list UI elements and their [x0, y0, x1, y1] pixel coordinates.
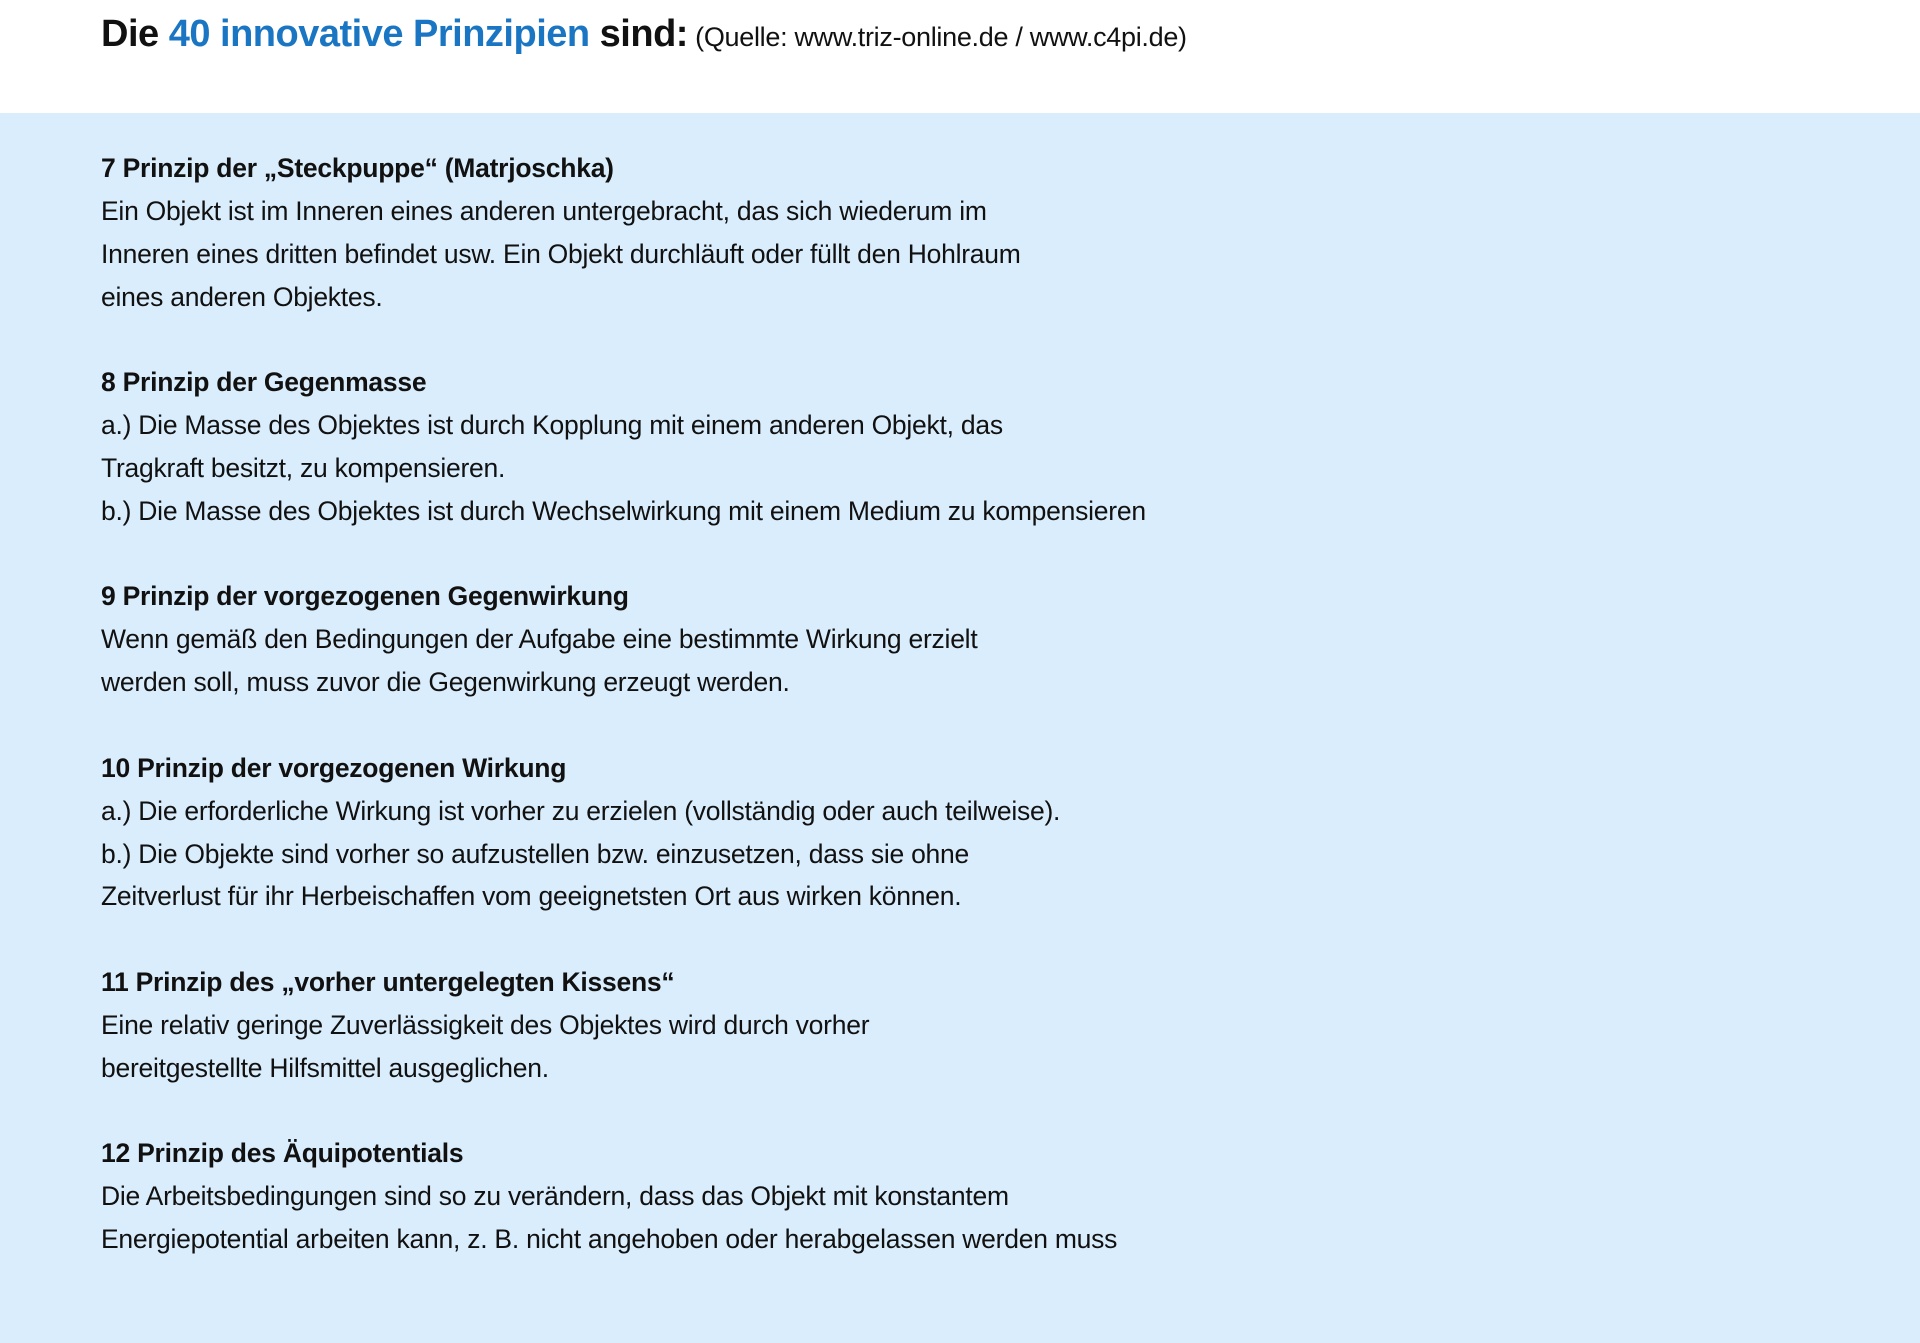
- page-title: [101, 8, 1187, 63]
- principle-text-line: a.) Die Masse des Objektes ist durch Kopplung mit einem anderen Objekt, das: [101, 410, 1003, 441]
- principle-text-line: eines anderen Objektes.: [101, 281, 383, 312]
- principles-panel: [0, 113, 1920, 1343]
- principle-text-line: b.) Die Objekte sind vorher so aufzustellen bzw. einzusetzen, dass sie ohne: [101, 838, 970, 869]
- principle-heading: 11 Prinzip des „vorher untergelegten Kissens“: [101, 967, 675, 998]
- principle-9: [101, 575, 1920, 704]
- principle-11: [101, 961, 1920, 1090]
- principle-heading: 10 Prinzip der vorgezogenen Wirkung: [101, 752, 567, 783]
- title-highlight: 40 innovative Prinzipien: [168, 13, 590, 55]
- principle-12: [101, 1132, 1920, 1261]
- page-header: [0, 0, 1920, 113]
- principle-7: [101, 147, 1920, 318]
- principle-text-line: bereitgestellte Hilfsmittel ausgeglichen.: [101, 1052, 549, 1083]
- principle-text-line: Wenn gemäß den Bedingungen der Aufgabe eine bestimmte Wirkung erzielt: [101, 624, 978, 655]
- principle-heading: 9 Prinzip der vorgezogenen Gegenwirkung: [101, 581, 629, 612]
- principle-text-line: Eine relativ geringe Zuverlässigkeit des Objektes wird durch vorher: [101, 1009, 870, 1040]
- principle-heading: 12 Prinzip des Äquipotentials: [101, 1138, 464, 1169]
- principle-text-line: Zeitverlust für ihr Herbeischaffen vom geeignetsten Ort aus wirken können.: [101, 881, 962, 912]
- principle-heading: 8 Prinzip der Gegenmasse: [101, 367, 427, 398]
- title-prefix: Die: [101, 13, 169, 55]
- principle-text-line: b.) Die Masse des Objektes ist durch Wechselwirkung mit einem Medium zu kompensieren: [101, 495, 1146, 526]
- principle-text-line: Inneren eines dritten befindet usw. Ein Objekt durchläuft oder füllt den Hohlraum: [101, 238, 1021, 269]
- principle-8: [101, 361, 1920, 532]
- principle-text-line: Die Arbeitsbedingungen sind so zu verändern, dass das Objekt mit konstantem: [101, 1181, 1009, 1212]
- principle-text-line: Tragkraft besitzt, zu kompensieren.: [101, 452, 506, 483]
- title-suffix: sind:: [589, 13, 688, 55]
- principle-text-line: Ein Objekt ist im Inneren eines anderen untergebracht, das sich wiederum im: [101, 195, 987, 226]
- principle-heading: 7 Prinzip der „Steckpuppe“ (Matrjoschka): [101, 153, 614, 183]
- principle-text-line: Energiepotential arbeiten kann, z. B. nicht angehoben oder herabgelassen werden muss: [101, 1224, 1118, 1255]
- principle-text-line: a.) Die erforderliche Wirkung ist vorher zu erzielen (vollständig oder auch teilweise).: [101, 795, 1061, 826]
- title-source: (Quelle: www.triz-online.de / www.c4pi.de): [687, 22, 1187, 52]
- principle-10: [101, 747, 1920, 918]
- principle-text-line: werden soll, muss zuvor die Gegenwirkung erzeugt werden.: [101, 667, 790, 698]
